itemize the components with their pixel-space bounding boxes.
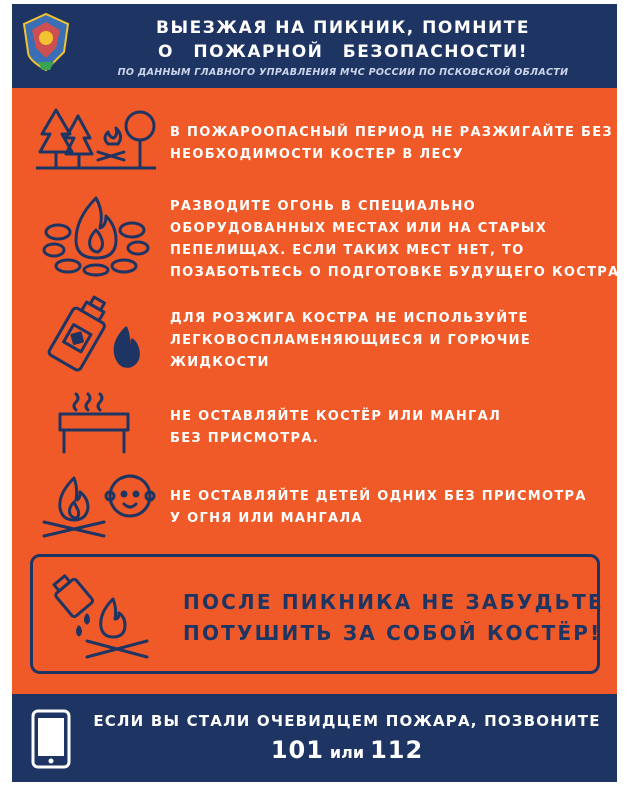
footer-numbers <box>92 736 602 764</box>
callout-line-1: ПОСЛЕ ПИКНИКА НЕ ЗАБУДЬТЕ <box>183 590 604 614</box>
rule-2 <box>170 196 619 284</box>
footer-banner <box>12 694 617 782</box>
emergency-number-101: 101 <box>270 736 324 764</box>
extinguish-callout <box>30 554 604 674</box>
phone-icon <box>30 708 72 770</box>
emergency-number-112: 112 <box>370 736 424 764</box>
header-title-line2: О ПОЖАРНОЙ БЕЗОПАСНОСТИ! <box>158 42 528 62</box>
grill-icon <box>56 390 132 454</box>
footer-line-1: ЕСЛИ ВЫ СТАЛИ ОЧЕВИДЦЕМ ПОЖАРА, ПОЗВОНИТЕ <box>93 712 601 730</box>
callout-text <box>183 587 604 649</box>
rule-3-line-1: ДЛЯ РОЗЖИГА КОСТРА НЕ ИСПОЛЬЗУЙТЕ <box>170 311 529 326</box>
rule-1-line-2: НЕОБХОДИМОСТИ КОСТЕР В ЛЕСУ <box>170 147 464 162</box>
rule-4 <box>170 406 501 450</box>
header-subtitle: ПО ДАННЫМ ГЛАВНОГО УПРАВЛЕНИЯ МЧС РОССИИ ПО ПСКОВСКОЙ ОБЛАСТИ <box>117 67 569 78</box>
rule-2-line-3: ПЕПЕЛИЩАХ. ЕСЛИ ТАКИХ МЕСТ НЕТ, ТО <box>170 243 525 258</box>
flammable-liquid-icon <box>42 294 142 374</box>
rule-3-line-3: ЖИДКОСТИ <box>170 355 270 370</box>
rule-2-line-4: ПОЗАБОТЬТЕСЬ О ПОДГОТОВКЕ БУДУЩЕГО КОСТРА <box>170 265 620 280</box>
rule-2-line-1: РАЗВОДИТЕ ОГОНЬ В СПЕЦИАЛЬНО <box>170 199 476 214</box>
header-banner <box>12 4 617 88</box>
child-campfire-icon <box>40 470 156 540</box>
stone-fire-pit-icon <box>40 190 150 278</box>
rule-3 <box>170 308 531 374</box>
rule-4-line-1: НЕ ОСТАВЛЯЙТЕ КОСТЁР ИЛИ МАНГАЛ <box>170 409 502 424</box>
rule-1-line-1: В ПОЖАРООПАСНЫЙ ПЕРИОД НЕ РАЗЖИГАЙТЕ БЕЗ <box>170 125 613 140</box>
rule-2-line-2: ОБОРУДОВАННЫХ МЕСТАХ ИЛИ НА СТАРЫХ <box>170 221 548 236</box>
header-title-line1: ВЫЕЗЖАЯ НА ПИКНИК, ПОМНИТЕ <box>156 18 530 38</box>
extinguish-fire-icon <box>47 569 151 661</box>
rule-3-line-2: ЛЕГКОВОСПЛАМЕНЯЮЩИЕСЯ И ГОРЮЧИЕ <box>170 333 532 348</box>
emchs-emblem-icon <box>20 12 72 74</box>
rule-5-line-2: У ОГНЯ ИЛИ МАНГАЛА <box>170 511 363 526</box>
rule-1 <box>170 122 613 166</box>
rule-4-line-2: БЕЗ ПРИСМОТРА. <box>170 431 319 446</box>
rule-5-line-1: НЕ ОСТАВЛЯЙТЕ ДЕТЕЙ ОДНИХ БЕЗ ПРИСМОТРА <box>170 489 587 504</box>
footer-or: или <box>329 743 365 762</box>
callout-line-2: ПОТУШИТЬ ЗА СОБОЙ КОСТЁР! <box>183 621 602 645</box>
rule-5 <box>170 486 587 530</box>
poster <box>12 4 620 782</box>
forest-campfire-icon <box>36 104 156 174</box>
